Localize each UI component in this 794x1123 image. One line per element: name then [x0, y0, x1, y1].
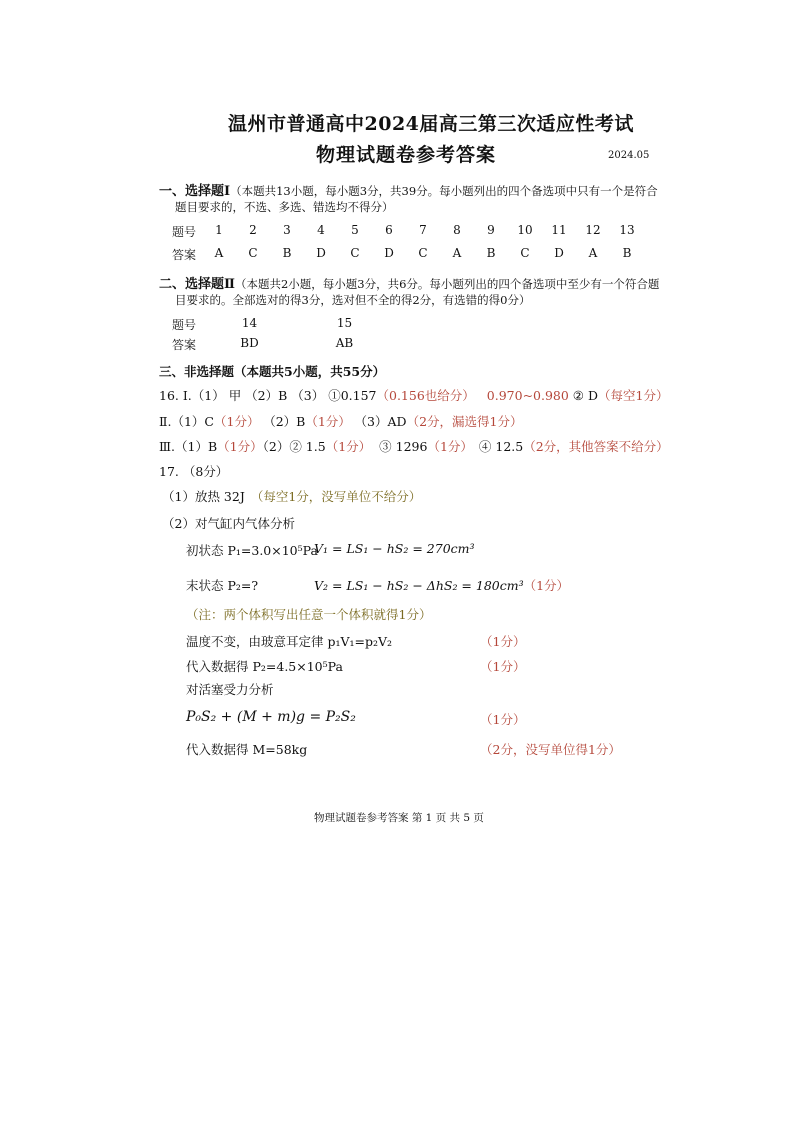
q17-boyle: 温度不变，由玻意耳定律 p₁V₁=p₂V₂ [186, 634, 393, 649]
q16-line2 [159, 412, 522, 430]
s1-answer-12: A [588, 246, 598, 260]
q16-range: 0.970~0.980 [486, 388, 569, 403]
section1-answer-row [172, 246, 644, 263]
q16-2-3: （3）AD [360, 414, 407, 429]
row-label-answer: 答案 [172, 248, 197, 262]
s1-number-9: 9 [487, 223, 495, 237]
s1-answer-6: D [384, 246, 394, 260]
q16-part1-answers: 16. Ⅰ.（1） 甲 （2）B （3） ①0.157 [159, 388, 377, 403]
q16-3-4-note: （2分，其他答案不给分） [523, 439, 669, 454]
q17-part2-label: （2）对气缸内气体分析 [162, 516, 295, 531]
s1-answer-8: A [452, 246, 462, 260]
q17-note-line: （注：两个体积写出任意一个体积就得1分） [186, 607, 432, 622]
s1-answer-3: B [282, 246, 292, 260]
q16-note-alt: （0.156也给分） [376, 388, 475, 403]
s1-number-2: 2 [249, 223, 257, 237]
s1-answer-2: C [248, 246, 258, 260]
s1-answer-9: B [486, 246, 496, 260]
q16-2-1-note: （1分） [214, 414, 260, 429]
s1-answer-4: D [316, 246, 326, 260]
s1-answer-10: C [520, 246, 530, 260]
s2-number-14: 14 [241, 316, 258, 330]
s1-answer-1: A [214, 246, 224, 260]
page-footer: 物理试题卷参考答案 第 1 页 共 5 页 [314, 812, 484, 824]
q16-2-1: Ⅱ.（1）C [159, 414, 214, 429]
s2-number-15: 15 [336, 316, 353, 330]
s1-number-8: 8 [453, 223, 461, 237]
document-date: 2024.05 [608, 150, 650, 161]
q16-line3 [159, 437, 669, 455]
q16-3-3-note: （1分） [427, 439, 473, 454]
q17-final-volume-note: （1分） [523, 578, 570, 593]
s1-answer-5: C [350, 246, 360, 260]
q17-final-volume: V₂ = LS₁ − hS₂ − ΔhS₂ = 180cm³ [314, 578, 524, 593]
section1-heading: 一、选择题Ⅰ [159, 184, 231, 199]
q16-2-2-note: （1分） [305, 414, 351, 429]
row-label-number: 题号 [172, 225, 197, 239]
q16-line1 [159, 386, 668, 404]
s1-number-11: 11 [551, 223, 567, 237]
s1-number-5: 5 [351, 223, 359, 237]
q16-3-4: ④ 12.5 [478, 439, 524, 454]
s1-number-10: 10 [517, 223, 533, 237]
section2-desc-line1: （本题共2小题，每小题3分，共6分。每小题列出的四个备选项中至少有一个符合题 [234, 277, 660, 291]
q17-force-equation: P₀S₂ + (M + m)g = P₂S₂ [186, 709, 356, 725]
section1-numbers [202, 223, 644, 240]
section2-header [159, 273, 659, 292]
s2-answer-15: AB [335, 336, 354, 350]
q16-3-3: ③ 1296 [379, 439, 428, 454]
q16-3-1-note: （1分） [217, 439, 263, 454]
section1-number-row [172, 223, 644, 240]
section1-answers [202, 246, 644, 263]
row-label-number: 题号 [172, 318, 197, 332]
q17-p2-value: 代入数据得 P₂=4.5×10⁵Pa [186, 659, 343, 674]
q16-3-1: Ⅲ.（1）B [159, 439, 218, 454]
q17-initial-state: 初状态 P₁=3.0×10⁵Pa [186, 543, 318, 558]
q17-p2-note: （1分） [480, 659, 526, 674]
document-subtitle: 物理试题卷参考答案 [316, 144, 497, 166]
s1-number-13: 13 [619, 223, 635, 237]
s1-answer-11: D [554, 246, 564, 260]
q17-part1-answer: （1）放热 32J [162, 489, 245, 504]
q16-part1-answer2: ② D [568, 388, 599, 403]
section2-heading: 二、选择题Ⅱ [159, 277, 235, 292]
q17-piston-analysis: 对活塞受力分析 [186, 682, 274, 697]
q16-note-each: （每空1分） [598, 388, 669, 403]
q16-3-2: （2）② 1.5 [262, 439, 326, 454]
section1-desc-line2: 题目要求的，不选、多选、错选均不得分） [175, 200, 394, 214]
s1-answer-7: C [418, 246, 428, 260]
q17-initial-volume: V₁ = LS₁ − hS₂ = 270cm³ [314, 541, 475, 556]
q17-mass-note: （2分，没写单位得1分） [480, 742, 621, 757]
q16-2-2: （2）B [269, 414, 306, 429]
q17-final-volume-line [314, 576, 569, 594]
q17-mass-value: 代入数据得 M=58kg [186, 742, 308, 757]
exam-title: 温州市普通高中2024届高三第三次适应性考试 [228, 113, 634, 135]
q17-final-state: 末状态 P₂=? [186, 578, 259, 593]
s1-number-12: 12 [585, 223, 601, 237]
s1-number-1: 1 [215, 223, 223, 237]
s1-number-4: 4 [317, 223, 325, 237]
section1-header [159, 180, 658, 199]
s1-answer-13: B [622, 246, 632, 260]
q17-header: 17. （8分） [159, 464, 229, 479]
s2-answer-14: BD [240, 336, 259, 350]
section2-answer-row [172, 336, 392, 353]
s1-number-7: 7 [419, 223, 427, 237]
section1-desc-line1: （本题共13小题，每小题3分，共39分。每小题列出的四个备选项中只有一个是符合 [230, 184, 658, 198]
q16-3-2-note: （1分） [325, 439, 372, 454]
row-label-answer: 答案 [172, 338, 197, 352]
s1-number-6: 6 [385, 223, 393, 237]
section2-desc-line2: 目要求的。全部选对的得3分，选对但不全的得2分，有选错的得0分） [175, 293, 531, 307]
q17-part1-note: （每空1分，没写单位不给分） [250, 489, 422, 504]
s1-number-3: 3 [283, 223, 291, 237]
q17-part1 [162, 487, 421, 505]
section2-number-row [172, 316, 392, 333]
section3-heading: 三、非选择题（本题共5小题，共55分） [159, 364, 386, 379]
q17-force-note: （1分） [480, 712, 526, 727]
q16-2-3-note: （2分，漏选得1分） [406, 414, 523, 429]
q17-boyle-note: （1分） [480, 634, 526, 649]
